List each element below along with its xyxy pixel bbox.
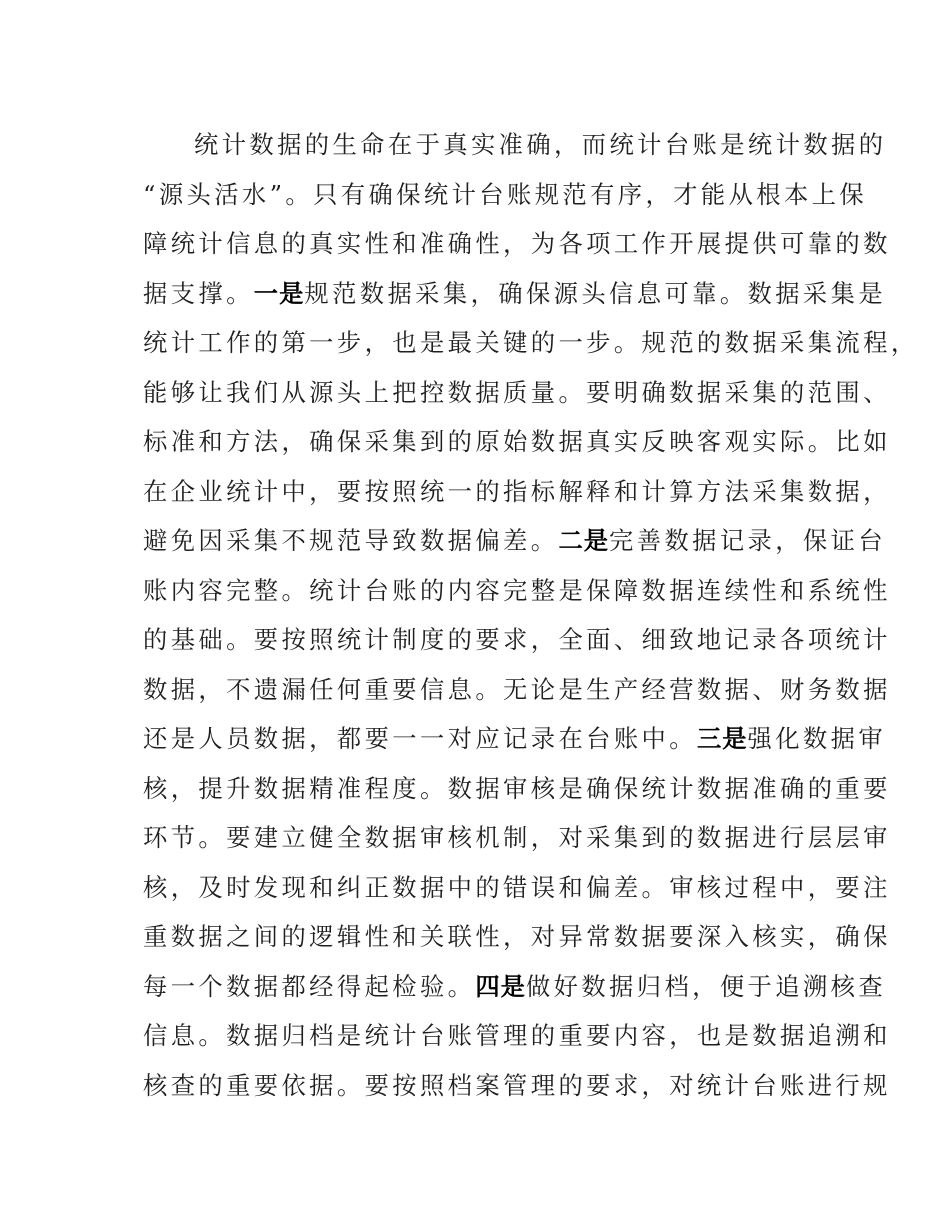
text-segment: 的基础。要按照统计制度的要求，全面、细致地记录各项统计	[143, 625, 891, 654]
body-paragraph	[143, 120, 919, 1110]
text-line	[143, 1011, 891, 1061]
text-segment: 环节。要建立健全数据审核机制，对采集到的数据进行层层审	[143, 823, 891, 852]
text-line	[143, 467, 891, 517]
text-segment: 核查的重要依据。要按照档案管理的要求，对统计台账进行规	[143, 1070, 891, 1100]
text-segment: 账内容完整。统计台账的内容完整是保障数据连续性和系统性	[143, 575, 891, 605]
bold-marker: 二是	[558, 526, 610, 555]
text-segment: 完善数据记录，保证台	[609, 526, 887, 555]
text-segment: 在企业统计中，要按照统一的指标解释和计算方法采集数据，	[143, 476, 891, 506]
text-line	[143, 417, 891, 467]
bold-marker: 三是	[696, 724, 748, 753]
text-line	[143, 219, 891, 269]
text-segment: 核，提升数据精准程度。数据审核是确保统计数据准确的重要	[143, 773, 891, 803]
text-line	[143, 764, 891, 814]
text-segment: 避免因采集不规范导致数据偏差。	[143, 526, 559, 555]
text-segment: 强化数据审	[747, 724, 887, 753]
text-segment: 核，及时发现和纠正数据中的错误和偏差。审核过程中，要注	[143, 872, 891, 902]
text-segment: 统计工作的第一步，也是最关键的一步。规范的数据采集流程，	[143, 328, 919, 357]
text-segment: 统计数据的生命在于真实准确，而统计台账是统计数据的	[194, 130, 887, 159]
text-segment: 障统计信息的真实性和准确性，为各项工作开展提供可靠的数	[143, 229, 891, 258]
text-segment: 数据，不遗漏任何重要信息。无论是生产经营数据、财务数据	[143, 674, 891, 704]
bold-marker: 一是	[253, 278, 305, 308]
text-segment: 能够让我们从源头上把控数据质量。要明确数据采集的范围、	[143, 377, 891, 407]
text-line	[143, 120, 887, 170]
text-segment: 规范数据采集，确保源头信息可靠。数据采集是	[304, 278, 887, 308]
text-line	[143, 714, 887, 764]
text-segment: 每一个数据都经得起检验。	[143, 971, 476, 1001]
bold-marker: 四是	[475, 971, 526, 1001]
text-segment: 据支撑。	[143, 278, 254, 308]
text-segment: 还是人员数据，都要一一对应记录在台账中。	[143, 724, 697, 753]
text-line	[143, 318, 919, 368]
text-line	[143, 962, 887, 1012]
text-line	[143, 615, 891, 665]
text-line	[143, 863, 891, 913]
text-line	[143, 665, 891, 715]
text-segment: 标准和方法，确保采集到的原始数据真实反映客观实际。比如	[143, 427, 891, 456]
text-segment: 信息。数据归档是统计台账管理的重要内容，也是数据追溯和	[143, 1021, 891, 1050]
text-line	[143, 269, 887, 319]
text-line	[143, 566, 891, 616]
text-line	[143, 516, 887, 566]
text-segment: “源头活水”。只有确保统计台账规范有序，才能从根本上保	[143, 179, 868, 209]
text-segment: 重数据之间的逻辑性和关联性，对异常数据要深入核实，确保	[143, 922, 891, 951]
text-line	[143, 912, 891, 962]
text-line	[143, 813, 891, 863]
text-line	[143, 170, 868, 220]
text-segment: 做好数据归档，便于追溯核查	[525, 971, 887, 1001]
text-line	[143, 1061, 891, 1111]
text-line	[143, 368, 891, 418]
